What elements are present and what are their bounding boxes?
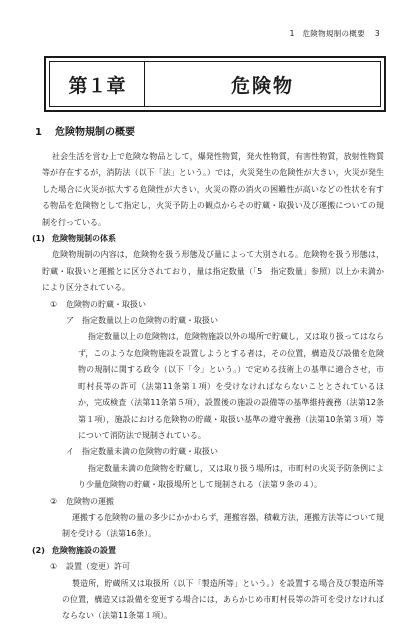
subsection-2-title: 危険物施設の設置 <box>52 545 116 555</box>
chapter-heading-inner <box>49 61 381 107</box>
item-transport-paragraph: 運搬する危険物の量の多少にかかわらず，運搬容器，積載方法，運搬方法等について規制を受ける（法第16条）。 <box>62 512 384 539</box>
chapter-title: 危険物 <box>230 74 294 97</box>
item-a-paragraph: 指定数量以上の危険物は，危険物施設以外の場所で貯蔵し，又は取り扱ってはならず，このような危険物施設を設置しようとする者は，その位置，構造及び設備を危険物の規制に関する政令（以下「令」という。）で定める技術上の基準に適合させ，市町村長等の許可（法第11条第１項）を受けなければならないこととされているほか，完成検査（法第11条第５項），設置後の施設の設備等の基準維持義務（法第12条第１項），施設における危険物の貯蔵・取扱い基準の遵守義務（法第10条第３項）等について消防法で規制されている。 <box>78 332 384 440</box>
running-header <box>290 28 380 39</box>
subsection-heading-2 <box>32 543 384 559</box>
item-storage-label: ① <box>50 299 58 309</box>
subsection-1-paragraph: 危険物規制の内容は，危険物を扱う形態及び量によって大別される。危険物を扱う形態は，貯蔵・取扱いと運搬とに区分されており，量は指定数量（「5 指定数量」参照）以上か未満かにより区分されている。 <box>42 250 384 293</box>
subsection-1-label: (1) <box>32 234 45 244</box>
item-a-title: 指定数量以上の危険物の貯蔵・取扱い <box>82 316 218 326</box>
item-b-title: 指定数量未満の危険物の貯蔵・取扱い <box>82 447 218 457</box>
item-storage-heading <box>32 297 384 313</box>
item-a-label: ア <box>66 316 74 326</box>
item-permit-title: 設置（変更）許可 <box>66 562 130 572</box>
subsection-1-title: 危険物規制の体系 <box>52 234 116 244</box>
running-header-section: 1 危険物規制の概要 <box>289 29 365 38</box>
section-number: 1 <box>35 127 42 138</box>
item-permit-heading <box>32 559 384 575</box>
chapter-number: 第１章 <box>50 62 145 106</box>
item-a-heading <box>32 313 384 329</box>
page-number: 3 <box>374 29 380 38</box>
intro-paragraph: 社会生活を営む上で危険な物品として，爆発性物質，発火性物質，有害性物質，放射性物質等が存在するが，消防法（以下「法」という。）では，火災発生の危険性が大きい，火災が発生した場合に火災が拡大する危険性が大きい，火災の際の消火の困難性が高いなどの性状を有する物品を危険物として指定し，火災予防上の観点からその貯蔵・取扱い及び運搬についての規制を行っている。 <box>42 152 384 227</box>
item-b-heading <box>32 444 384 460</box>
item-b-label: イ <box>66 447 74 457</box>
item-permit-paragraph: 製造所，貯蔵所又は取扱所（以下「製造所等」という。）を設置する場合及び製造所等の位置，構造又は設備を変更する場合には，あらかじめ市町村長等の許可を受けなければならない（法第11条第１項）。 <box>62 578 384 621</box>
item-b-paragraph: 指定数量未満の危険物を貯蔵し，又は取り扱う場所は，市町村の火災予防条例により少量危険物の貯蔵・取扱場所として規制される（法第９条の４）。 <box>78 463 384 490</box>
section-heading <box>35 126 384 140</box>
page-body <box>32 126 384 625</box>
chapter-heading-box <box>44 56 386 112</box>
subsection-2-label: (2) <box>32 545 45 555</box>
section-title: 危険物規制の概要 <box>55 127 135 138</box>
item-permit-label: ① <box>50 562 58 572</box>
item-storage-title: 危険物の貯蔵・取扱い <box>66 299 146 309</box>
subsection-heading-1 <box>32 231 384 247</box>
item-transport-label: ② <box>50 496 58 506</box>
item-transport-title: 危険物の運搬 <box>66 496 114 506</box>
item-transport-heading <box>32 494 384 510</box>
